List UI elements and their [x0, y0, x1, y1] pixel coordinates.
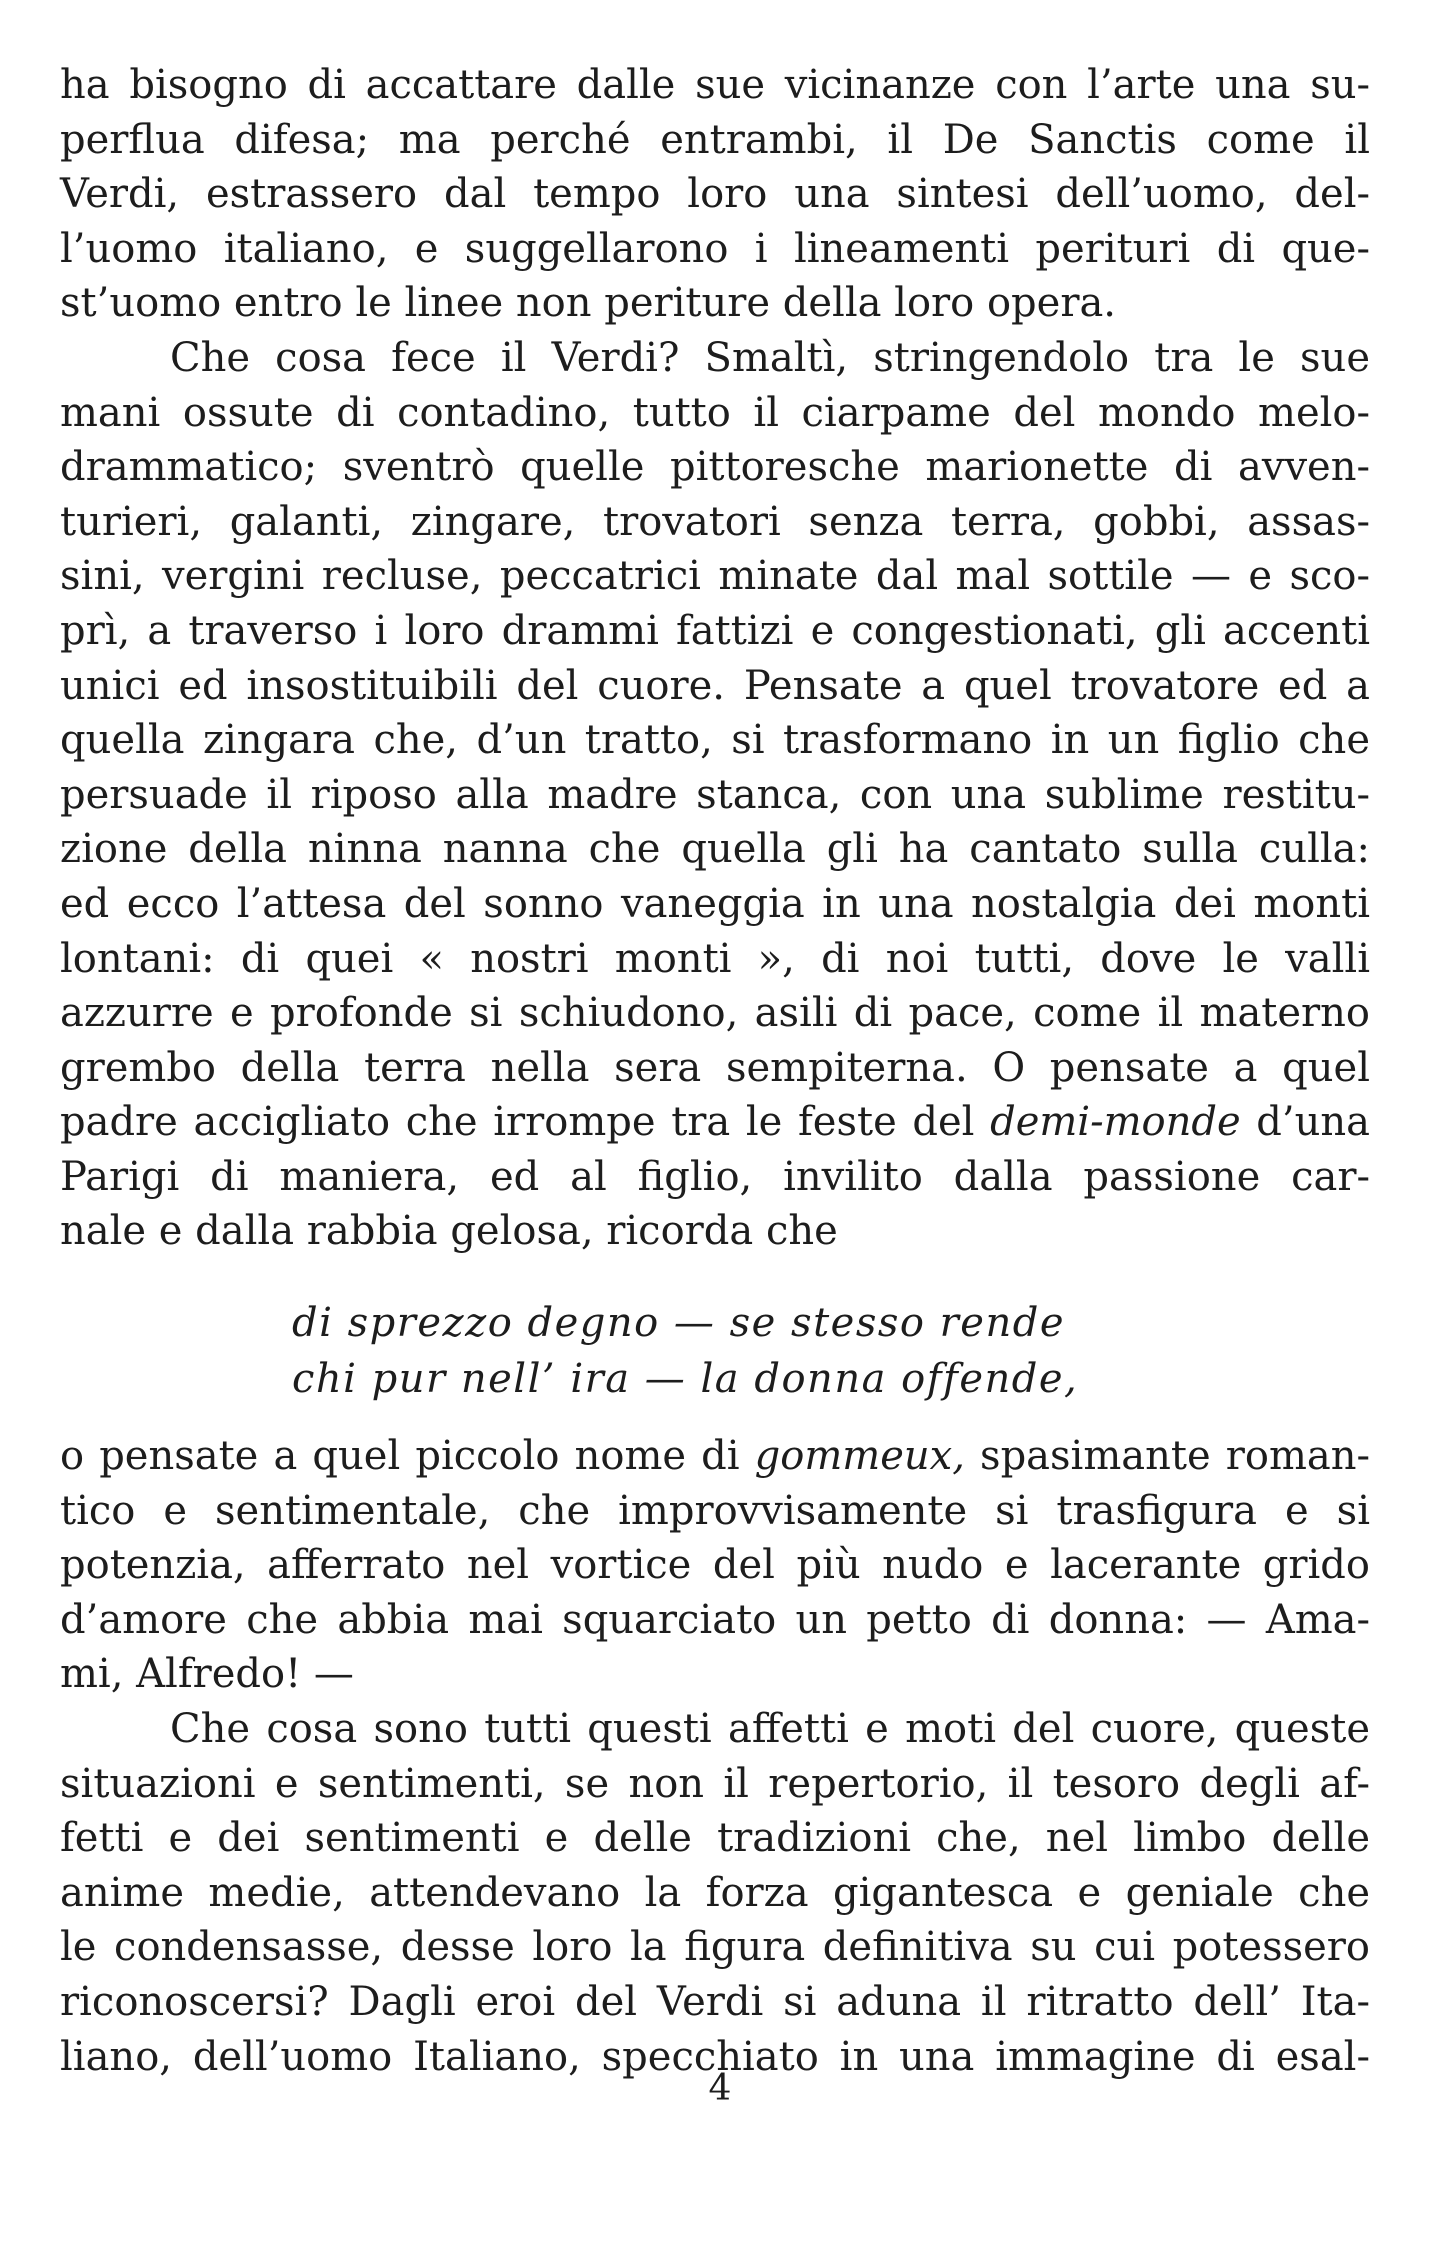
text-line: persuade il riposo alla madre stanca, con una sublime restitu-	[60, 771, 1370, 818]
text-line: nale e dalla rabbia gelosa, ricorda che	[60, 1208, 838, 1255]
text-line: fetti e dei sentimenti e delle tradizioni che, nel limbo delle	[60, 1815, 1370, 1862]
spacer	[60, 1407, 1370, 1429]
text-line: Che cosa fece il Verdi? Smaltì, stringendolo tra le sue	[170, 334, 1370, 381]
italic-term: gommeux,	[754, 1433, 965, 1480]
page-body	[60, 58, 1370, 2084]
verse-line: chi pur nell’ ira — la donna offende,	[292, 1356, 1079, 1403]
text-line: Che cosa sono tutti questi affetti e moti del cuore, queste	[170, 1706, 1370, 1753]
text-line: turieri, galanti, zingare, trovatori senza terra, gobbi, assas-	[60, 498, 1370, 545]
verse-line: di sprezzo degno — se stesso rende	[292, 1300, 1066, 1347]
text-line: le condensasse, desse loro la figura definitiva su cui potessero	[60, 1924, 1370, 1971]
text-line: mi, Alfredo! —	[60, 1651, 354, 1698]
text-line: potenzia, afferrato nel vortice del più nudo e lacerante grido	[60, 1542, 1370, 1589]
text-line: ed ecco l’attesa del sonno vaneggia in una nostalgia dei monti	[60, 880, 1370, 927]
text-run: o pensate a quel piccolo nome di	[60, 1433, 755, 1480]
text-run: padre accigliato che irrompe tra le feste del	[60, 1099, 991, 1146]
text-line: l’uomo italiano, e suggellarono i lineamenti perituri di que-	[60, 225, 1370, 272]
text-line: grembo della terra nella sera sempiterna. O pensate a quel	[60, 1044, 1370, 1091]
text-run: d’una	[1240, 1099, 1371, 1146]
text-line: drammatico; sventrò quelle pittoresche marionette di avven-	[60, 444, 1370, 491]
text-line: situazioni e sentimenti, se non il repertorio, il tesoro degli af-	[60, 1760, 1370, 1807]
page-number: 4	[708, 2068, 732, 2109]
text-line: lontani: di quei « nostri monti », di noi tutti, dove le valli	[60, 935, 1370, 982]
text-line: unici ed insostituibili del cuore. Pensate a quel trovatore ed a	[60, 662, 1370, 709]
text-line: sini, vergini recluse, peccatrici minate dal mal sottile — e sco-	[60, 553, 1370, 600]
text-line	[60, 1095, 1370, 1150]
text-line: riconoscersi? Dagli eroi del Verdi si aduna il ritratto dell’ Ita-	[60, 1979, 1370, 2025]
text-line: zione della ninna nanna che quella gli ha cantato sulla culla:	[60, 826, 1370, 873]
text-line: prì, a traverso i loro drammi fattizi e congestionati, gli accenti	[60, 607, 1370, 654]
text-line: tico e sentimentale, che improvvisamente si trasfigura e si	[60, 1487, 1370, 1534]
text-line: quella zingara che, d’un tratto, si trasformano in un figlio che	[60, 717, 1370, 764]
text-run: spasimante roman-	[964, 1433, 1370, 1480]
text-line: Parigi di maniera, ed al figlio, invilito dalla passione car-	[60, 1153, 1370, 1200]
text-line: Verdi, estrassero dal tempo loro una sintesi dell’uomo, del-	[60, 171, 1370, 218]
text-line: mani ossute di contadino, tutto il ciarpame del mondo melo-	[60, 389, 1370, 436]
text-line: perflua difesa; ma perché entrambi, il De Sanctis come il	[60, 116, 1370, 163]
spacer	[60, 1259, 1370, 1295]
text-line: d’amore che abbia mai squarciato un petto di donna: — Ama-	[60, 1596, 1370, 1643]
text-line: ha bisogno di accattare dalle sue vicinanze con l’arte una su-	[60, 62, 1370, 108]
italic-term: demi-monde	[990, 1099, 1241, 1146]
text-line	[60, 1429, 1370, 1484]
text-line: azzurre e profonde si schiudono, asili di pace, come il materno	[60, 990, 1370, 1037]
text-line: anime medie, attendevano la forza gigantesca e geniale che	[60, 1869, 1370, 1916]
text-line: st’uomo entro le linee non periture della loro opera.	[60, 280, 1117, 327]
verse-quote	[60, 1295, 1370, 1407]
text-line: liano, dell’uomo Italiano, specchiato in una immagine di esal-	[60, 2033, 1370, 2080]
